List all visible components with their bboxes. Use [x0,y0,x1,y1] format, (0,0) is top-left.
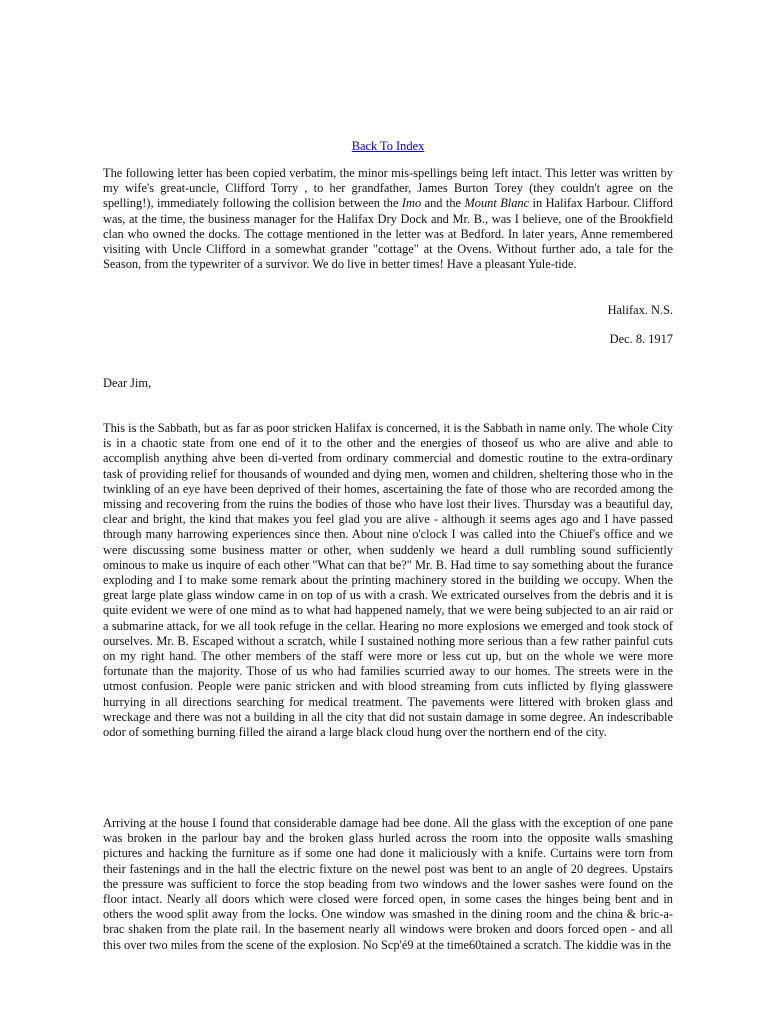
letter-place: Halifax. N.S. [607,303,673,317]
ship-name-mount-blanc: Mount Blanc [464,196,530,211]
letter-paragraph-1: This is the Sabbath, but as far as poor stricken Halifax is concerned, it is the Sabbath in name only. The whole City is in a chaotic state from one end of it to the other and the energies of thoseof us who are alive and able to accomplish anything ahve been di-verted from ordinary commercial and domestic routine to the extra-ordinary task of providing relief for thousands of wounded and dying men, women and children, sheltering those who in the twinkling of an eye have been deprived of their homes, ascertaining the fate of those who are recorded among the missing and recovering from the ruins the bodies of those who have lost their lives. Thursday was a beautiful day, clear and bright, the kind that makes you feel glad you are alive - although it seems ages ago and I have passed through many harrowing experiences since then. About nine o'clock I was called into the Chiuef's office and we were discussing some business matter or other, when suddenly we heard a dull rumbling sound sufficiently ominous to make us inquire of each other "What can that be?" Mr. B. Had time to say something about the furance exploding and I to make some remark about the printing machinery stored in the building we occupy. When the great large plate glass window came in on top of us with a crash. We extricated ourselves from the debris and it is quite evident we were of one mind as to what had happened namely, that we were being subjected to an air raid or a submarine attack, for we all took refuge in the cellar. Hearing no more explosions we emerged and took stock of ourselves. Mr. B. Escaped without a scratch, while I sustained nothing more serious than a few rather painful cuts on my right hand. The other members of the staff were more or less cut up, but on the whole we were more fortunate than the majority. Those of us who had families scurried away to our homes. The streets were in the utmost confusion. People were panic stricken and with blood streaming from cuts inflicted by flying glasswere hurrying in all directions searching for medical treatment. The pavements were littered with broken glass and wreckage and there was not a building in all the city that did not sustain damage in some degree. An indescribable odor of something burning filled the airand a large black cloud hung over the northern end of the city. [103,421,673,740]
letter-paragraph-2: Arriving at the house I found that considerable damage had bee done. All the glass with the exception of one pane was broken in the parlour bay and the broken glass hurled across the room into the opposite walls smashing pictures and hacking the furniture as if some one had done it maliciously with a knife. Curtains were torn from their fastenings and in the hall the electric fixture on the newel post was bent to an angle of 20 degrees. Upstairs the pressure was sufficient to force the stop beading from two windows and the lower sashes were found on the floor intact. Nearly all doors which were closed were forced open, in some cases the hinges being bent and in others the wood split away from the locks. One window was smashed in the dining room and the china & bric-a-brac shaken from the plate rail. In the basement nearly all windows were broken and doors forced open - and all this over two miles from the scene of the explosion. No Scp'é9 at the time60tained a scratch. The kiddie was in the [103,816,673,952]
intro-text-part2: and the [421,196,465,211]
intro-text-part1: The following letter has been copied verbatim, the minor mis-spellings being left intact. This letter was written by my wife's great-uncle, Clifford Torry , to her grandfather, James Burton Torey (they couldn't agree on the spelling!), immediately following the collision between the [103,166,673,211]
letter-date: Dec. 8. 1917 [609,332,673,346]
ship-name-imo: Imo [401,196,422,211]
letter-salutation: Dear Jim, [103,376,152,390]
back-to-index-link[interactable]: Back To Index [351,139,425,153]
back-link-container [103,139,673,154]
intro-paragraph [103,166,673,272]
intro-text-part3: in Halifax Harbour. Clifford was, at the time, the business manager for the Halifax Dry Dock and Mr. B., was I believe, one of the Brookfield clan who owned the docks. The cottage mentioned in the letter was at Bedford. In later years, Anne remembered visiting with Uncle Clifford in a somewhat grander "cottage" at the Ovens. Without further ado, a tale for the Season, from the typewriter of a survivor. We do live in better times! Have a pleasant Yule-tide. [103,196,673,272]
